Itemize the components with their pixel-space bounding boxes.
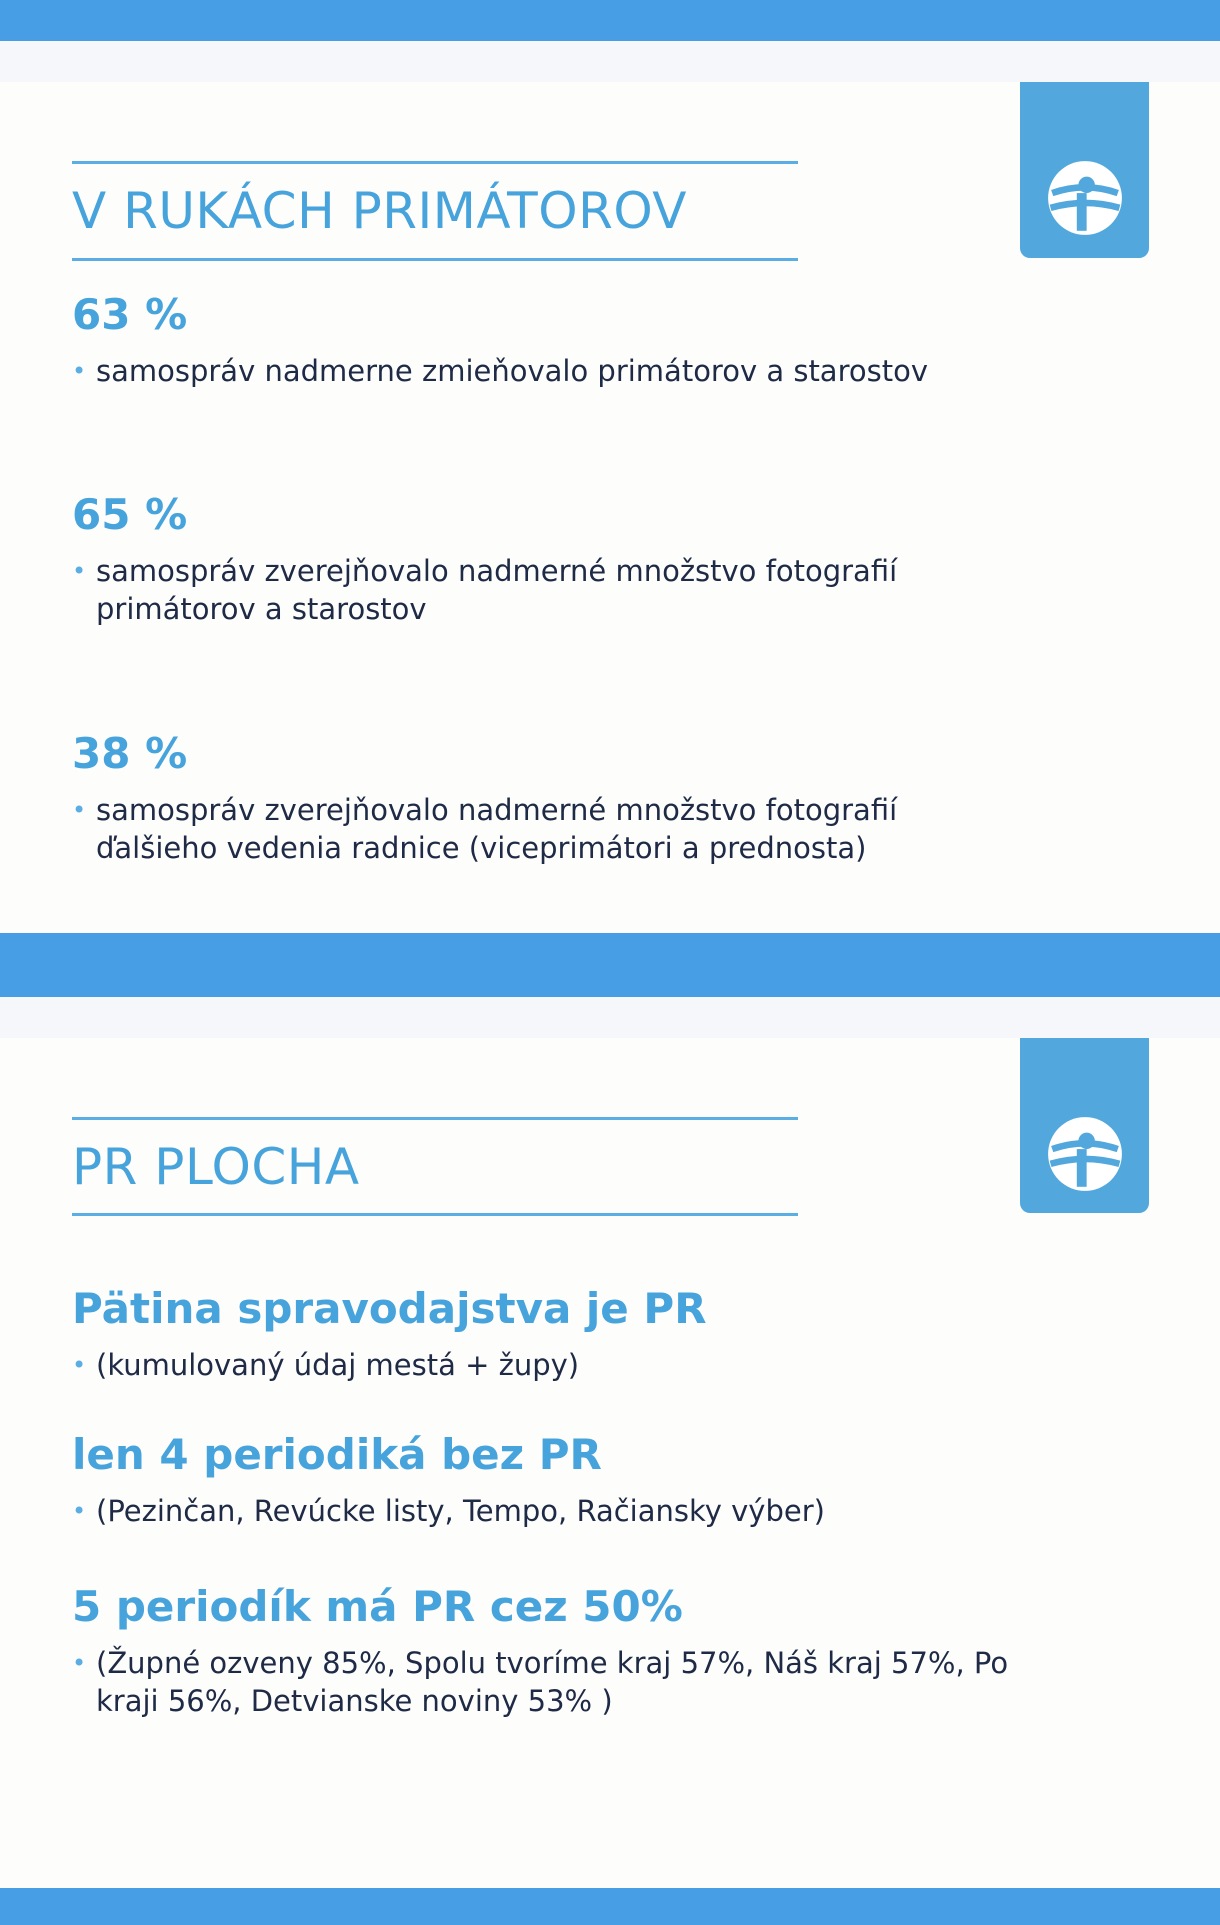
stat-heading: 63 % (72, 290, 188, 339)
stat-heading: 65 % (72, 490, 188, 539)
bullet-dot: • (72, 796, 87, 824)
top-gap (0, 41, 1220, 82)
transparency-logo-icon (1044, 157, 1126, 239)
slide-title: V RUKÁCH PRIMÁTOROV (72, 182, 687, 240)
bullet-text: samospráv zverejňovalo nadmerné množstvo fotografií ďalšieho vedenia radnice (viceprimátori a prednosta) (96, 793, 898, 865)
bullet-dot: • (72, 1497, 87, 1525)
separator-gap (0, 997, 1220, 1038)
bullet-dot: • (72, 1649, 87, 1677)
stat-heading: 5 periodík má PR cez 50% (72, 1582, 683, 1631)
bullet-dot: • (72, 357, 87, 385)
stat-heading: 38 % (72, 729, 188, 778)
stat-bullet (72, 1492, 1022, 1530)
stat-heading: len 4 periodiká bez PR (72, 1430, 602, 1479)
title-rule-bottom (72, 258, 798, 261)
stat-bullet (72, 1644, 1022, 1720)
bullet-dot: • (72, 557, 87, 585)
bullet-text: (kumulovaný údaj mestá + župy) (96, 1348, 580, 1382)
slide-title: PR PLOCHA (72, 1138, 360, 1196)
logo-badge (1020, 1038, 1149, 1213)
slide-pr-plocha (0, 1038, 1220, 1888)
bullet-text: samospráv zverejňovalo nadmerné množstvo fotografií primátorov a starostov (96, 554, 898, 626)
bullet-text: (Župné ozveny 85%, Spolu tvoríme kraj 57%, Náš kraj 57%, Po kraji 56%, Detvianske noviny 53% ) (96, 1646, 1009, 1718)
stat-bullet (72, 552, 1022, 628)
separator-bar (0, 933, 1220, 997)
bullet-text: (Pezinčan, Revúcke listy, Tempo, Račiansky výber) (96, 1494, 825, 1528)
transparency-logo-icon (1044, 1113, 1126, 1195)
title-rule-top (72, 1117, 798, 1120)
top-bar (0, 0, 1220, 41)
stat-bullet (72, 1346, 1022, 1384)
stat-bullet (72, 791, 1022, 867)
title-rule-bottom (72, 1213, 798, 1216)
slide-v-rukach-primatorov (0, 82, 1220, 933)
logo-badge (1020, 82, 1149, 258)
bottom-bar (0, 1888, 1220, 1925)
stat-bullet (72, 352, 1022, 390)
title-rule-top (72, 161, 798, 164)
stat-heading: Pätina spravodajstva je PR (72, 1284, 707, 1333)
bullet-text: samospráv nadmerne zmieňovalo primátorov a starostov (96, 354, 928, 388)
bullet-dot: • (72, 1351, 87, 1379)
